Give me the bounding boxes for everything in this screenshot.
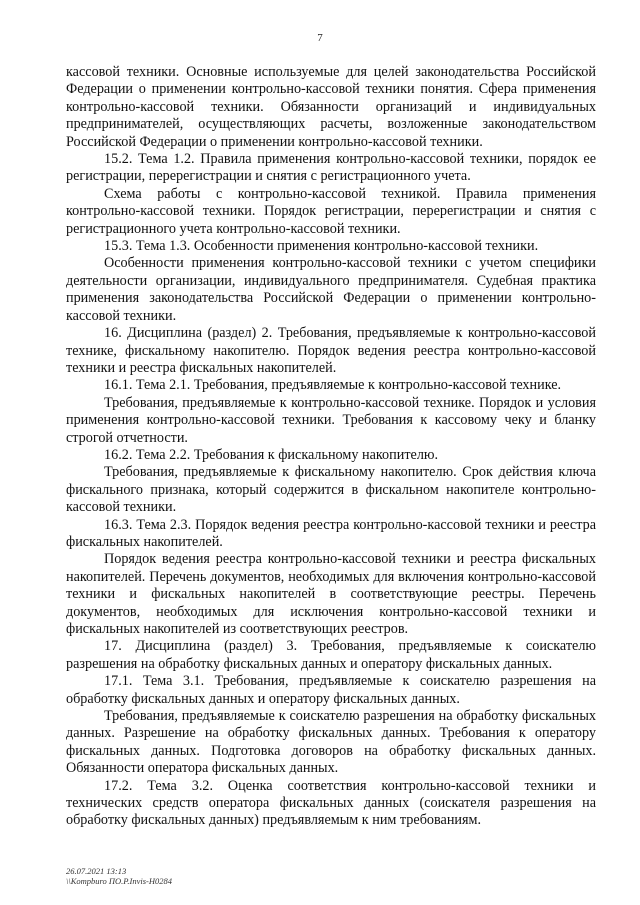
paragraph: кассовой техники. Основные используемые для целей законодательства Российской Федерации о применении контрольно-кассовой техники понятия. Сфера применения контрольно-кассовой техники. Обязанности организаций и индивидуальных предпринимателей, осуществляющих расчеты, возложенные законодательством Российской Федерации о применении контрольно-кассовой техники. [66, 64, 596, 150]
paragraph: 16.1. Тема 2.1. Требования, предъявляемые к контрольно-кассовой технике. [104, 377, 562, 394]
print-path: \\Kompburo ПО.P.Invis-Н0284 [66, 876, 173, 886]
paragraph: 15.2. Тема 1.2. Правила применения контрольно-кассовой техники, порядок ее регистрации, перерегистрации и снятия с регистрационного учета. [66, 151, 596, 185]
paragraph: 16. Дисциплина (раздел) 2. Требования, предъявляемые к контрольно-кассовой технике, фискальному накопителю. Порядок ведения реестра контрольно-кассовой техники и реестра фискальных накопителей. [66, 325, 596, 376]
paragraph: Особенности применения контрольно-кассовой техники с учетом специфики деятельности организации, индивидуального предпринимателя. Судебная практика применения законодательства Российской Федерации о применении контрольно-кассовой техники. [66, 255, 596, 324]
paragraph: 17.1. Тема 3.1. Требования, предъявляемые к соискателю разрешения на обработку фискальных данных и оператору фискальных данных. [66, 673, 596, 707]
document-body [66, 64, 596, 830]
paragraph: Требования, предъявляемые к фискальному накопителю. Срок действия ключа фискального признака, который содержится в фискальном накопителе контрольно-кассовой техники. [66, 464, 596, 516]
paragraph: 17.2. Тема 3.2. Оценка соответствия контрольно-кассовой техники и технических средств оператора фискальных данных (соискателя разрешения на обработку фискальных данных) предъявляемым к ним требованиям. [66, 777, 596, 829]
print-footer [66, 866, 172, 886]
paragraph: Порядок ведения реестра контрольно-кассовой техники и реестра фискальных накопителей. Перечень документов, необходимых для включения контрольно-кассовой техники и фискальных накопителей в соответствующие реестры. Перечень документов, необходимых для исключения контрольно-кассовой техники и фискальных накопителей из соответствующих реестров. [66, 551, 596, 637]
paragraph: 16.3. Тема 2.3. Порядок ведения реестра контрольно-кассовой техники и реестра фискальных накопителей. [66, 516, 596, 550]
paragraph: 15.3. Тема 1.3. Особенности применения контрольно-кассовой техники. [104, 238, 539, 255]
paragraph: 16.2. Тема 2.2. Требования к фискальному накопителю. [104, 446, 439, 463]
paragraph: 17. Дисциплина (раздел) 3. Требования, предъявляемые к соискателю разрешения на обработку фискальных данных и оператору фискальных данных. [66, 638, 596, 672]
paragraph: Требования, предъявляемые к контрольно-кассовой технике. Порядок и условия применения контрольно-кассовой техники. Требования к кассовому чеку и бланку строгой отчетности. [66, 394, 596, 446]
print-timestamp: 26.07.2021 13:13 [66, 866, 127, 876]
paragraph: Требования, предъявляемые к соискателю разрешения на обработку фискальных данных. Разрешение на обработку фискальных данных. Требования к оператору фискальных данных. Подготовка договоров на обработку фискальных данных. Обязанности оператора фискальных данных. [66, 708, 596, 777]
page-number: 7 [317, 32, 323, 44]
paragraph: Схема работы с контрольно-кассовой техникой. Правила применения контрольно-кассовой техники. Порядок регистрации, перерегистрации и снятия с регистрационного учета контрольно-кассовой техники. [66, 185, 596, 237]
